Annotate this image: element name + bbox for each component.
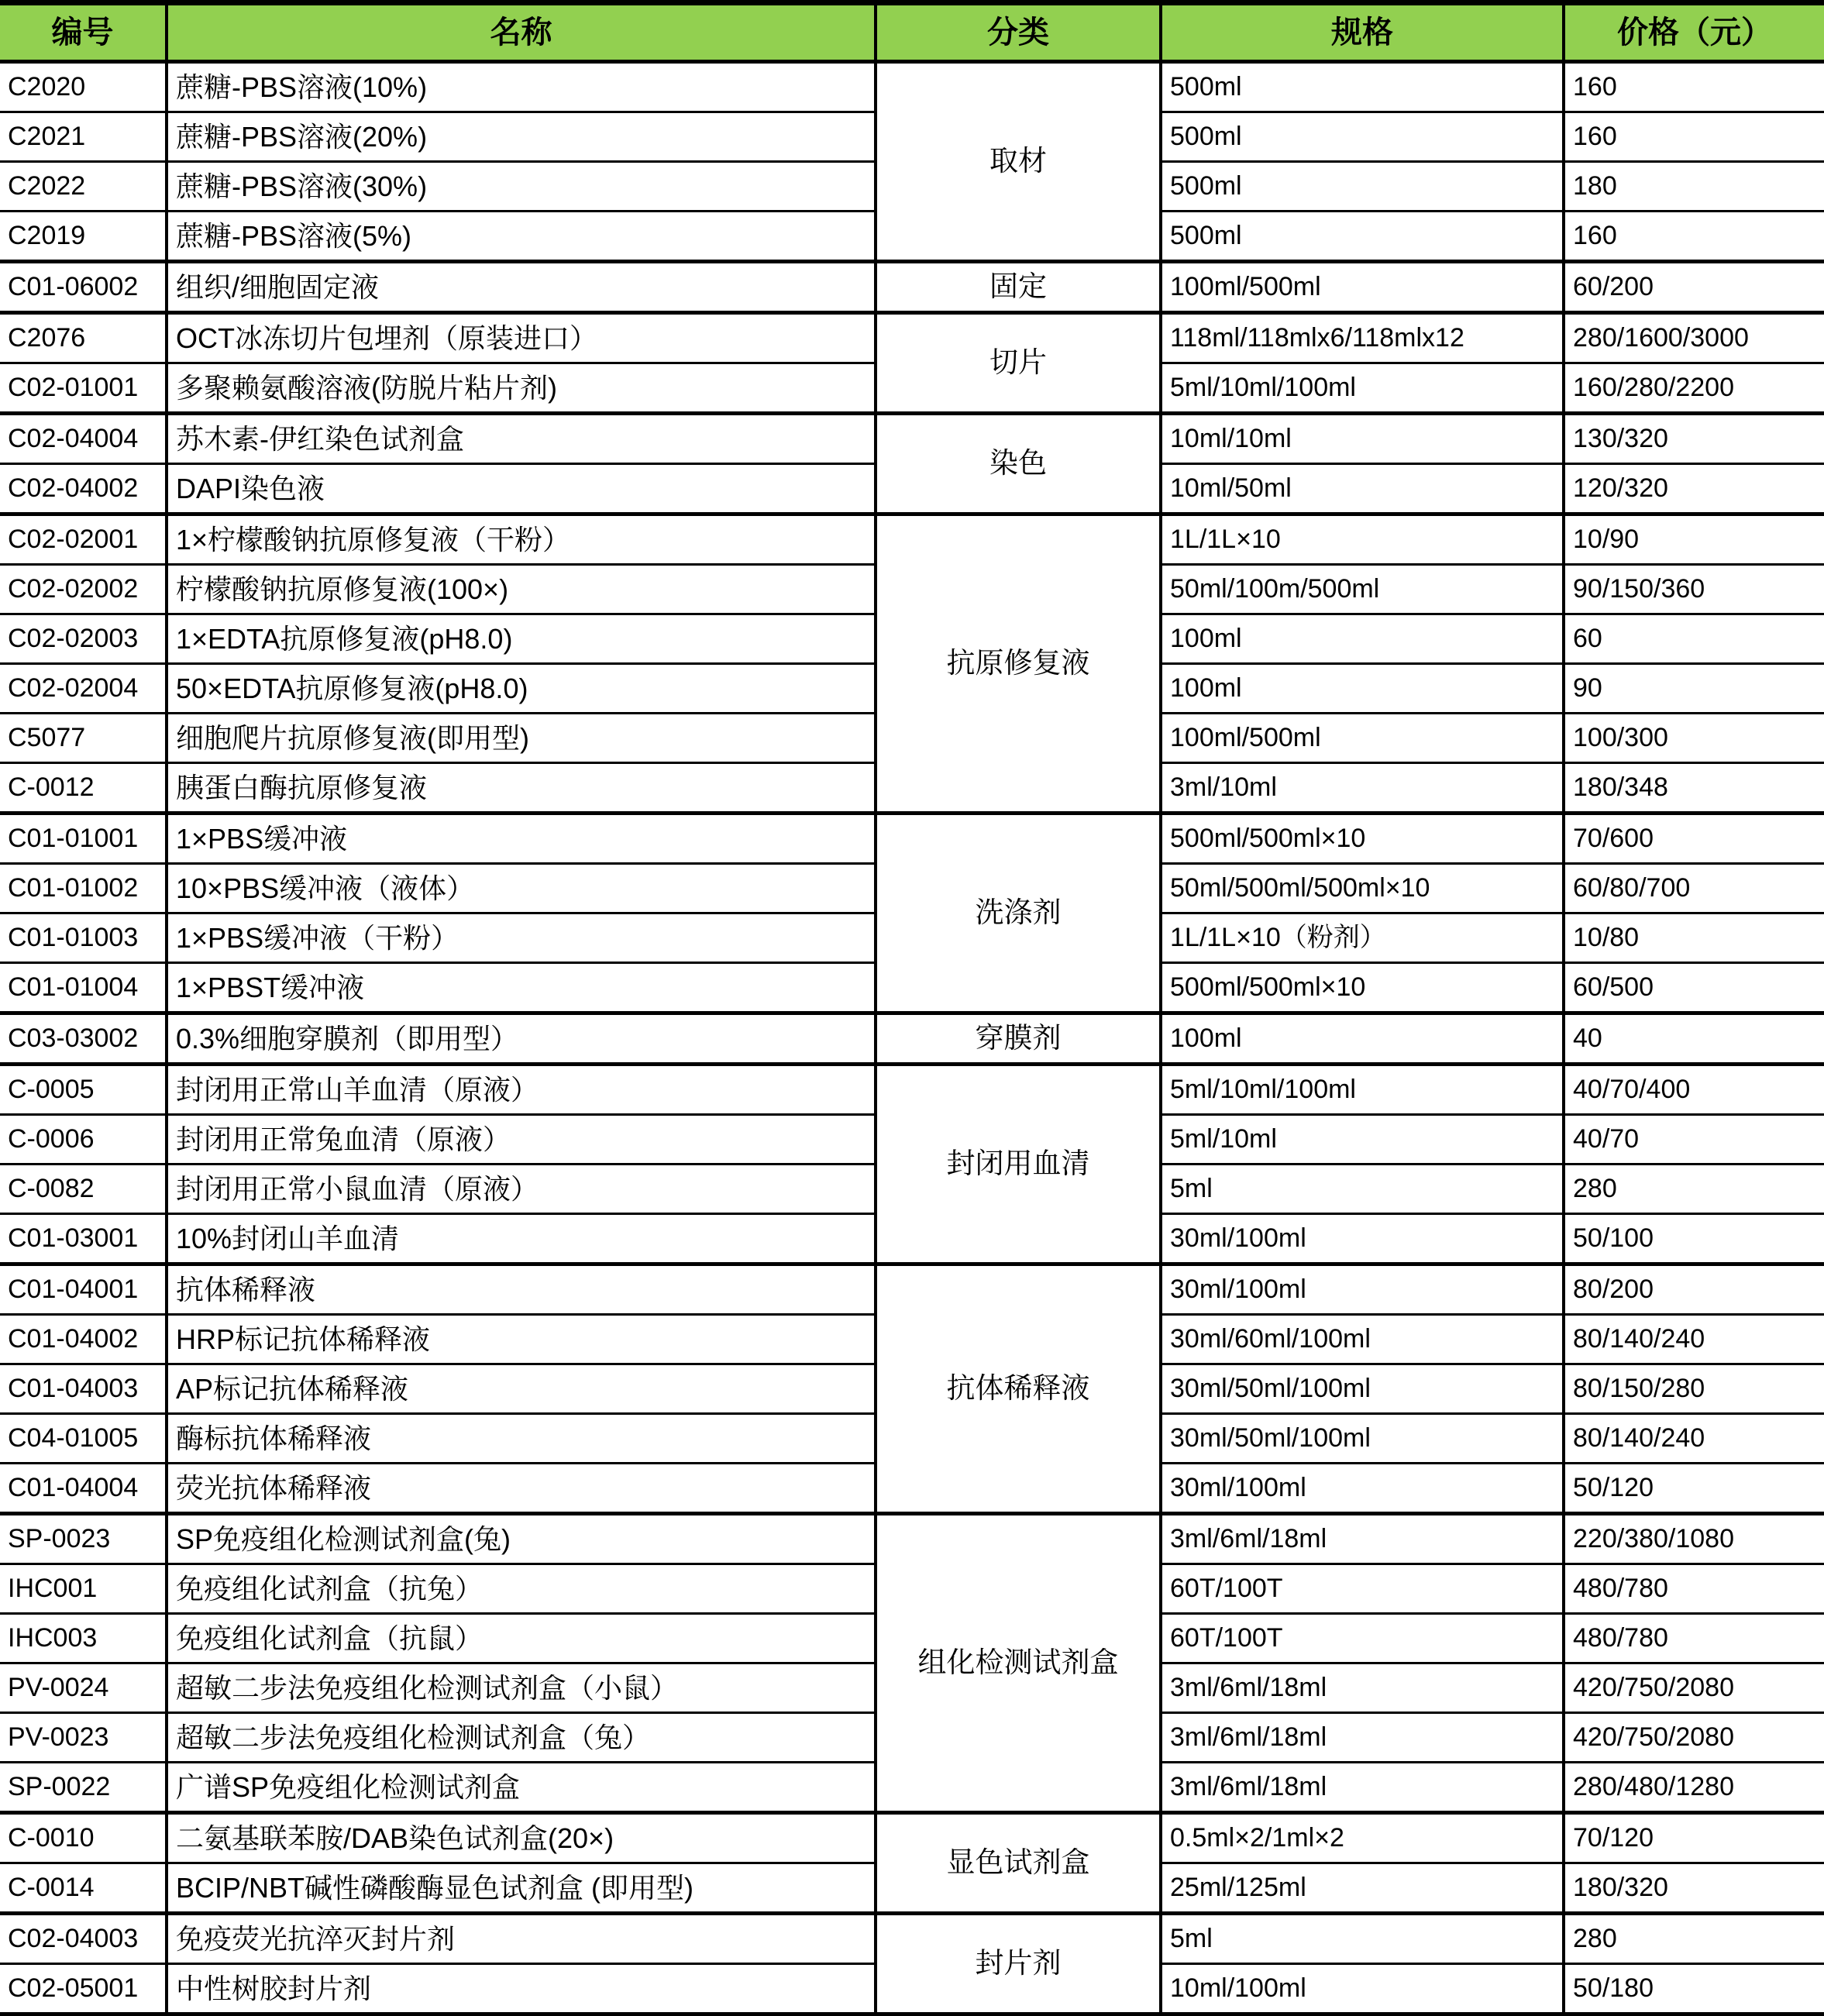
cell-price: 90/150/360 [1564, 565, 1824, 614]
column-header-category: 分类 [876, 3, 1161, 62]
table-row [0, 313, 1824, 363]
cell-price: 160 [1564, 62, 1824, 112]
cell-code: C01-04001 [0, 1264, 167, 1315]
cell-name: 1×PBS缓冲液（干粉） [167, 913, 876, 963]
cell-price: 220/380/1080 [1564, 1514, 1824, 1564]
cell-category: 封片剂 [876, 1914, 1161, 2014]
table-row [0, 514, 1824, 565]
cell-spec: 100ml [1161, 614, 1564, 664]
cell-name: 胰蛋白酶抗原修复液 [167, 763, 876, 814]
table-row [0, 1264, 1824, 1315]
cell-name: 多聚赖氨酸溶液(防脱片粘片剂) [167, 363, 876, 414]
cell-name: 细胞爬片抗原修复液(即用型) [167, 714, 876, 763]
cell-name: 抗体稀释液 [167, 1264, 876, 1315]
cell-spec: 1L/1L×10（粉剂） [1161, 913, 1564, 963]
cell-spec: 5ml [1161, 1165, 1564, 1214]
cell-name: 柠檬酸钠抗原修复液(100×) [167, 565, 876, 614]
cell-price: 180/348 [1564, 763, 1824, 814]
cell-price: 180 [1564, 162, 1824, 212]
cell-price: 50/100 [1564, 1214, 1824, 1264]
cell-price: 70/600 [1564, 814, 1824, 864]
cell-spec: 3ml/6ml/18ml [1161, 1663, 1564, 1713]
table-header [0, 3, 1824, 62]
cell-code: C01-01004 [0, 963, 167, 1013]
cell-code: PV-0024 [0, 1663, 167, 1713]
cell-price: 50/180 [1564, 1964, 1824, 2014]
cell-spec: 30ml/100ml [1161, 1214, 1564, 1264]
table-row [0, 62, 1824, 112]
table-row [0, 262, 1824, 313]
cell-code: C-0082 [0, 1165, 167, 1214]
cell-name: 组织/细胞固定液 [167, 262, 876, 313]
cell-name: 蔗糖-PBS溶液(20%) [167, 112, 876, 162]
cell-code: C01-04003 [0, 1364, 167, 1414]
column-header-spec: 规格 [1161, 3, 1564, 62]
cell-price: 160 [1564, 112, 1824, 162]
cell-code: C01-04002 [0, 1315, 167, 1364]
cell-code: SP-0022 [0, 1763, 167, 1813]
cell-name: 苏木素-伊红染色试剂盒 [167, 414, 876, 464]
cell-price: 480/780 [1564, 1614, 1824, 1663]
table-row [0, 1514, 1824, 1564]
cell-spec: 3ml/10ml [1161, 763, 1564, 814]
cell-spec: 60T/100T [1161, 1614, 1564, 1663]
cell-name: 50×EDTA抗原修复液(pH8.0) [167, 664, 876, 714]
cell-category: 洗涤剂 [876, 814, 1161, 1013]
cell-spec: 100ml/500ml [1161, 714, 1564, 763]
cell-price: 60 [1564, 614, 1824, 664]
cell-code: C02-04002 [0, 464, 167, 514]
table-body [0, 62, 1824, 2014]
cell-name: 蔗糖-PBS溶液(30%) [167, 162, 876, 212]
cell-spec: 5ml/10ml/100ml [1161, 363, 1564, 414]
cell-spec: 100ml [1161, 1013, 1564, 1065]
cell-name: 免疫组化试剂盒（抗兔） [167, 1564, 876, 1614]
cell-spec: 5ml/10ml [1161, 1115, 1564, 1165]
cell-spec: 30ml/100ml [1161, 1464, 1564, 1514]
cell-spec: 0.5ml×2/1ml×2 [1161, 1813, 1564, 1863]
cell-price: 90 [1564, 664, 1824, 714]
cell-code: C01-06002 [0, 262, 167, 313]
cell-category: 封闭用血清 [876, 1065, 1161, 1264]
table-row [0, 1813, 1824, 1863]
cell-price: 10/80 [1564, 913, 1824, 963]
cell-price: 280/1600/3000 [1564, 313, 1824, 363]
cell-name: 中性树胶封片剂 [167, 1964, 876, 2014]
cell-spec: 118ml/118mlx6/118mlx12 [1161, 313, 1564, 363]
cell-spec: 25ml/125ml [1161, 1863, 1564, 1914]
cell-code: C2022 [0, 162, 167, 212]
cell-spec: 500ml [1161, 212, 1564, 262]
cell-name: 二氨基联苯胺/DAB染色试剂盒(20×) [167, 1813, 876, 1863]
cell-spec: 50ml/500ml/500ml×10 [1161, 864, 1564, 913]
cell-spec: 3ml/6ml/18ml [1161, 1713, 1564, 1763]
cell-price: 60/200 [1564, 262, 1824, 313]
cell-code: C2020 [0, 62, 167, 112]
cell-spec: 30ml/50ml/100ml [1161, 1414, 1564, 1464]
cell-code: C-0010 [0, 1813, 167, 1863]
cell-price: 70/120 [1564, 1813, 1824, 1863]
table-row [0, 1065, 1824, 1115]
cell-code: C5077 [0, 714, 167, 763]
cell-spec: 10ml/100ml [1161, 1964, 1564, 2014]
cell-category: 染色 [876, 414, 1161, 514]
cell-name: HRP标记抗体稀释液 [167, 1315, 876, 1364]
cell-code: C-0005 [0, 1065, 167, 1115]
cell-name: 蔗糖-PBS溶液(5%) [167, 212, 876, 262]
column-header-price: 价格（元） [1564, 3, 1824, 62]
cell-code: C01-01003 [0, 913, 167, 963]
cell-spec: 500ml/500ml×10 [1161, 963, 1564, 1013]
cell-spec: 500ml/500ml×10 [1161, 814, 1564, 864]
cell-name: 0.3%细胞穿膜剂（即用型） [167, 1013, 876, 1065]
cell-name: SP免疫组化检测试剂盒(兔) [167, 1514, 876, 1564]
cell-name: 超敏二步法免疫组化检测试剂盒（小鼠） [167, 1663, 876, 1713]
cell-price: 130/320 [1564, 414, 1824, 464]
cell-code: C01-03001 [0, 1214, 167, 1264]
cell-name: AP标记抗体稀释液 [167, 1364, 876, 1414]
cell-price: 60/80/700 [1564, 864, 1824, 913]
cell-name: 1×柠檬酸钠抗原修复液（干粉） [167, 514, 876, 565]
cell-category: 抗原修复液 [876, 514, 1161, 814]
cell-price: 280 [1564, 1914, 1824, 1964]
cell-name: 荧光抗体稀释液 [167, 1464, 876, 1514]
cell-code: C01-01002 [0, 864, 167, 913]
cell-code: C02-02002 [0, 565, 167, 614]
column-header-code: 编号 [0, 3, 167, 62]
cell-price: 60/500 [1564, 963, 1824, 1013]
cell-code: C2021 [0, 112, 167, 162]
cell-code: C2019 [0, 212, 167, 262]
cell-price: 120/320 [1564, 464, 1824, 514]
cell-spec: 100ml [1161, 664, 1564, 714]
cell-name: 广谱SP免疫组化检测试剂盒 [167, 1763, 876, 1813]
cell-code: C02-04004 [0, 414, 167, 464]
cell-name: 封闭用正常小鼠血清（原液） [167, 1165, 876, 1214]
cell-name: 1×PBST缓冲液 [167, 963, 876, 1013]
table-row [0, 414, 1824, 464]
cell-code: C02-02003 [0, 614, 167, 664]
cell-spec: 5ml/10ml/100ml [1161, 1065, 1564, 1115]
cell-price: 80/150/280 [1564, 1364, 1824, 1414]
cell-code: C02-02004 [0, 664, 167, 714]
cell-spec: 500ml [1161, 112, 1564, 162]
cell-spec: 60T/100T [1161, 1564, 1564, 1614]
cell-code: C02-05001 [0, 1964, 167, 2014]
cell-price: 420/750/2080 [1564, 1713, 1824, 1763]
cell-name: 蔗糖-PBS溶液(10%) [167, 62, 876, 112]
cell-code: IHC003 [0, 1614, 167, 1663]
cell-price: 280/480/1280 [1564, 1763, 1824, 1813]
cell-name: 10%封闭山羊血清 [167, 1214, 876, 1264]
cell-name: 1×EDTA抗原修复液(pH8.0) [167, 614, 876, 664]
cell-code: C02-01001 [0, 363, 167, 414]
cell-category: 抗体稀释液 [876, 1264, 1161, 1514]
cell-spec: 30ml/100ml [1161, 1264, 1564, 1315]
cell-spec: 30ml/50ml/100ml [1161, 1364, 1564, 1414]
cell-name: 免疫组化试剂盒（抗鼠） [167, 1614, 876, 1663]
cell-price: 480/780 [1564, 1564, 1824, 1614]
cell-price: 80/200 [1564, 1264, 1824, 1315]
cell-price: 420/750/2080 [1564, 1663, 1824, 1713]
cell-category: 固定 [876, 262, 1161, 313]
cell-category: 取材 [876, 62, 1161, 262]
cell-name: DAPI染色液 [167, 464, 876, 514]
cell-code: C02-04003 [0, 1914, 167, 1964]
cell-spec: 3ml/6ml/18ml [1161, 1514, 1564, 1564]
cell-code: C03-03002 [0, 1013, 167, 1065]
cell-name: 封闭用正常山羊血清（原液） [167, 1065, 876, 1115]
table-row [0, 1013, 1824, 1065]
cell-spec: 500ml [1161, 62, 1564, 112]
cell-name: 封闭用正常兔血清（原液） [167, 1115, 876, 1165]
cell-spec: 50ml/100m/500ml [1161, 565, 1564, 614]
cell-spec: 5ml [1161, 1914, 1564, 1964]
cell-code: IHC001 [0, 1564, 167, 1614]
cell-code: C02-02001 [0, 514, 167, 565]
cell-code: C01-04004 [0, 1464, 167, 1514]
cell-name: 1×PBS缓冲液 [167, 814, 876, 864]
cell-price: 160 [1564, 212, 1824, 262]
cell-name: BCIP/NBT碱性磷酸酶显色试剂盒 (即用型) [167, 1863, 876, 1914]
cell-code: C01-01001 [0, 814, 167, 864]
cell-price: 80/140/240 [1564, 1315, 1824, 1364]
cell-price: 280 [1564, 1165, 1824, 1214]
cell-price: 10/90 [1564, 514, 1824, 565]
cell-name: 10×PBS缓冲液（液体） [167, 864, 876, 913]
cell-category: 组化检测试剂盒 [876, 1514, 1161, 1813]
cell-price: 40 [1564, 1013, 1824, 1065]
cell-category: 显色试剂盒 [876, 1813, 1161, 1914]
cell-price: 180/320 [1564, 1863, 1824, 1914]
cell-spec: 10ml/10ml [1161, 414, 1564, 464]
cell-name: OCT冰冻切片包埋剂（原装进口） [167, 313, 876, 363]
cell-spec: 100ml/500ml [1161, 262, 1564, 313]
cell-category: 切片 [876, 313, 1161, 414]
cell-category: 穿膜剂 [876, 1013, 1161, 1065]
cell-spec: 3ml/6ml/18ml [1161, 1763, 1564, 1813]
cell-name: 免疫荧光抗淬灭封片剂 [167, 1914, 876, 1964]
cell-code: C2076 [0, 313, 167, 363]
cell-price: 40/70/400 [1564, 1065, 1824, 1115]
cell-code: C-0012 [0, 763, 167, 814]
column-header-name: 名称 [167, 3, 876, 62]
cell-price: 160/280/2200 [1564, 363, 1824, 414]
cell-price: 50/120 [1564, 1464, 1824, 1514]
cell-price: 80/140/240 [1564, 1414, 1824, 1464]
cell-code: PV-0023 [0, 1713, 167, 1763]
cell-price: 40/70 [1564, 1115, 1824, 1165]
cell-code: C-0014 [0, 1863, 167, 1914]
header-row [0, 3, 1824, 62]
cell-price: 100/300 [1564, 714, 1824, 763]
cell-code: C-0006 [0, 1115, 167, 1165]
cell-code: SP-0023 [0, 1514, 167, 1564]
cell-spec: 30ml/60ml/100ml [1161, 1315, 1564, 1364]
table-row [0, 814, 1824, 864]
cell-code: C04-01005 [0, 1414, 167, 1464]
cell-name: 酶标抗体稀释液 [167, 1414, 876, 1464]
cell-spec: 10ml/50ml [1161, 464, 1564, 514]
cell-spec: 1L/1L×10 [1161, 514, 1564, 565]
cell-spec: 500ml [1161, 162, 1564, 212]
cell-name: 超敏二步法免疫组化检测试剂盒（兔） [167, 1713, 876, 1763]
